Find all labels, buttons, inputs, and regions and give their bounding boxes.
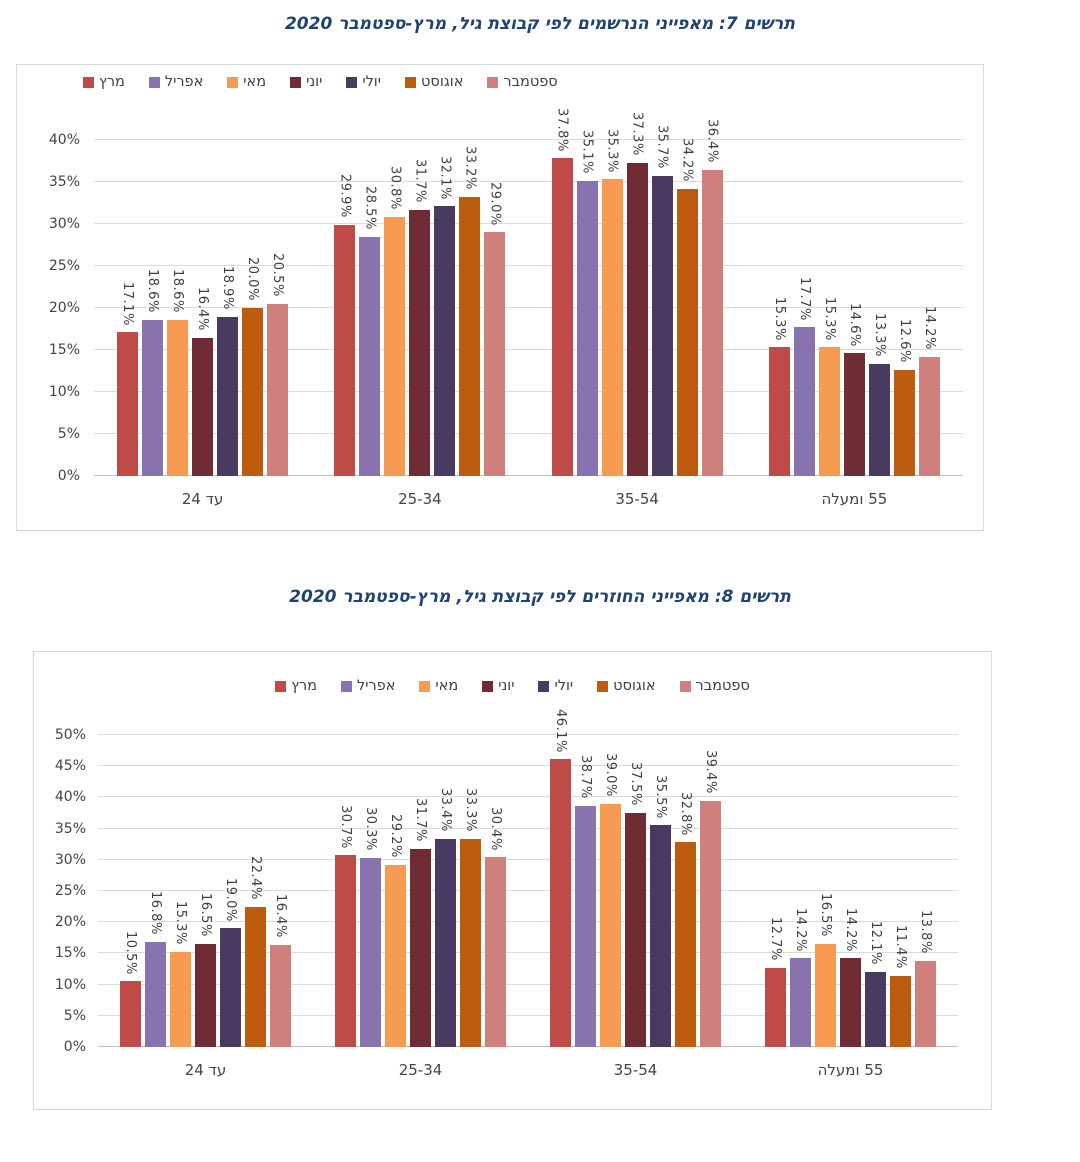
bar (334, 174, 355, 476)
legend-item (149, 74, 203, 90)
bar (677, 137, 698, 476)
legend-swatch-icon (487, 77, 498, 88)
legend-label: ספטמבר (695, 678, 750, 694)
legend-label: אפריל (357, 678, 396, 694)
legend-item (487, 74, 557, 90)
bar-group (311, 140, 528, 476)
bar (485, 806, 506, 1047)
bar-group (529, 107, 746, 476)
bar-value-label: 35.3% (604, 128, 620, 173)
bar-value-label: 20.0% (245, 257, 261, 301)
legend-label: יולי (554, 678, 574, 694)
bar (267, 253, 288, 476)
legend-item (419, 678, 458, 694)
bar (575, 754, 596, 1047)
legend-swatch-icon (149, 77, 160, 88)
bar (245, 856, 266, 1047)
legend-swatch-icon (597, 681, 608, 692)
bar-value-label: 12.1% (868, 920, 883, 965)
bar (865, 920, 886, 1048)
bar-group (94, 140, 311, 476)
y-axis-tick-label: 15% (48, 342, 80, 358)
bar (359, 185, 380, 476)
bar-group (743, 735, 958, 1047)
bar-value-label: 29.0% (487, 181, 503, 226)
bar (919, 305, 940, 476)
y-axis-tick-label: 45% (54, 758, 86, 775)
bar (220, 877, 241, 1047)
bar-value-label: 30.4% (488, 806, 503, 851)
x-axis-label: 25-34 (398, 490, 442, 508)
legend-label: מאי (243, 74, 267, 90)
legend-item (275, 678, 317, 694)
y-axis-tick-label: 5% (57, 426, 80, 442)
bar (142, 268, 163, 476)
bar (815, 893, 836, 1047)
bar (819, 296, 840, 476)
legend-item (538, 678, 573, 694)
x-axis-label: עד 24 (184, 1061, 227, 1079)
bar (117, 281, 138, 476)
bar-value-label: 37.3% (629, 111, 645, 156)
bar-group (528, 708, 743, 1047)
bar-group (98, 735, 313, 1047)
bar-value-label: 14.2% (793, 907, 808, 952)
bar (700, 750, 721, 1047)
bar-value-label: 12.6% (896, 319, 912, 364)
legend-item (346, 74, 381, 90)
y-axis-tick-label: 10% (54, 976, 86, 993)
y-axis-tick-label: 35% (48, 174, 80, 190)
legend-label: יולי (362, 74, 382, 90)
bar (217, 266, 238, 476)
bar (650, 774, 671, 1047)
legend-label: אפריל (164, 74, 204, 90)
bar (627, 111, 648, 476)
bar (844, 302, 865, 476)
bar (270, 893, 291, 1047)
bar-value-label: 31.7% (413, 798, 428, 843)
bar-value-label: 16.4% (273, 893, 288, 938)
bar-groups (94, 107, 963, 476)
bar (335, 804, 356, 1047)
bar (915, 910, 936, 1047)
bar-value-label: 16.4% (195, 287, 211, 332)
legend-item (482, 678, 514, 694)
bar (434, 155, 455, 476)
bar-value-label: 18.6% (145, 268, 161, 313)
y-axis-tick-label: 25% (54, 883, 86, 899)
x-axis-labels (94, 490, 963, 508)
bar-value-label: 16.8% (148, 891, 163, 936)
legend-item (405, 74, 463, 90)
bar (120, 930, 141, 1047)
bar (409, 158, 430, 476)
y-axis-tick-label: 40% (48, 132, 80, 148)
bar-value-label: 11.4% (893, 925, 908, 969)
y-axis-tick-label: 15% (54, 945, 86, 962)
y-axis-tick-label: 20% (48, 300, 80, 316)
bar (840, 907, 861, 1047)
y-axis-tick-label: 5% (63, 1007, 86, 1024)
x-axis-label: 55 ומעלה (821, 490, 888, 508)
bar-value-label: 39.0% (603, 752, 618, 797)
legend-item (341, 678, 395, 694)
y-axis-tick-label: 35% (54, 820, 86, 837)
bar (600, 752, 621, 1047)
y-axis-tick-label: 20% (54, 914, 86, 931)
bar-value-label: 32.1% (437, 155, 453, 200)
bar-value-label: 19.0% (223, 877, 238, 922)
bar-value-label: 35.1% (579, 130, 595, 175)
bar (625, 762, 646, 1047)
legend-swatch-icon (275, 681, 286, 692)
bar-value-label: 29.2% (388, 813, 403, 858)
bar-value-label: 28.5% (362, 185, 378, 230)
bar (652, 125, 673, 476)
bar (167, 268, 188, 476)
bar (435, 787, 456, 1047)
bar (794, 276, 815, 476)
legend-label: מרץ (291, 678, 317, 694)
bar (602, 128, 623, 476)
bar (675, 791, 696, 1047)
x-axis-label: 35-54 (613, 1061, 658, 1079)
bar-value-label: 22.4% (248, 856, 263, 901)
legend-item (83, 74, 125, 90)
bar-value-label: 18.9% (220, 266, 236, 311)
bar-value-label: 35.7% (654, 125, 670, 170)
bar-value-label: 36.4% (704, 119, 720, 164)
legend-label: מרץ (99, 74, 125, 90)
bar (192, 287, 213, 476)
bar-value-label: 20.5% (270, 253, 286, 297)
bar-value-label: 14.2% (843, 907, 858, 952)
bar-value-label: 33.4% (438, 787, 453, 832)
y-axis-tick-label: 30% (48, 216, 80, 232)
bar-value-label: 16.5% (818, 893, 833, 938)
bar (890, 925, 911, 1047)
bar-group (313, 735, 528, 1047)
bar-value-label: 12.7% (768, 916, 783, 961)
legend-item (290, 74, 322, 90)
bar (360, 807, 381, 1047)
bar (550, 708, 571, 1047)
bar (460, 788, 481, 1047)
bar-value-label: 38.7% (578, 754, 593, 799)
bar-value-label: 32.8% (678, 791, 693, 836)
bar (869, 313, 890, 476)
chart7-title: תרשים 7: מאפייני הנרשמים לפי קבוצת גיל, מרץ-ספטמבר 2020 (284, 14, 796, 34)
bar-value-label: 34.2% (679, 137, 695, 182)
bar-value-label: 16.5% (198, 893, 213, 938)
legend-swatch-icon (419, 681, 430, 692)
bar-value-label: 14.6% (846, 302, 862, 347)
x-axis-label: עד 24 (181, 490, 224, 508)
bar-value-label: 37.5% (628, 762, 643, 806)
bar (242, 257, 263, 476)
bar (790, 907, 811, 1047)
bar-value-label: 18.6% (170, 268, 186, 313)
bar-value-label: 17.1% (120, 281, 136, 326)
legend-swatch-icon (405, 77, 416, 88)
bar-value-label: 17.7% (796, 276, 812, 321)
x-axis-label: 35-54 (615, 490, 659, 508)
chart8-title: תרשים 8: מאפייני החוזרים לפי קבוצת גיל, מרץ-ספטמבר 2020 (289, 587, 791, 607)
bar-value-label: 10.5% (123, 930, 138, 975)
bar-value-label: 39.4% (703, 750, 718, 795)
chart8-box (33, 651, 992, 1110)
chart7-box (16, 64, 984, 531)
bar (702, 119, 723, 476)
bar (552, 107, 573, 476)
legend-swatch-icon (290, 77, 301, 88)
bar-value-label: 33.3% (463, 788, 478, 833)
legend-swatch-icon (680, 681, 691, 692)
bar-value-label: 30.7% (338, 804, 353, 849)
bar (769, 296, 790, 476)
bar (384, 166, 405, 476)
bar-value-label: 15.3% (173, 900, 188, 945)
bar (385, 813, 406, 1047)
bar-value-label: 33.2% (462, 146, 478, 191)
legend-label: מאי (435, 678, 459, 694)
y-axis-tick-label: 25% (48, 258, 80, 274)
legend-item (227, 74, 266, 90)
legend-swatch-icon (341, 681, 352, 692)
plot-area (48, 107, 963, 484)
bar-value-label: 15.3% (771, 296, 787, 341)
y-axis-tick-label: 10% (48, 384, 80, 400)
x-axis-label: 55 ומעלה (817, 1061, 884, 1079)
bar-value-label: 35.5% (653, 774, 668, 819)
bar (145, 891, 166, 1047)
bar-value-label: 14.2% (921, 305, 937, 350)
legend-swatch-icon (83, 77, 94, 88)
legend-label: אוגוסט (421, 74, 464, 90)
bar (577, 130, 598, 476)
legend-swatch-icon (538, 681, 549, 692)
bar-value-label: 30.3% (363, 807, 378, 851)
legend (83, 74, 558, 90)
bar-groups (98, 708, 958, 1047)
legend-swatch-icon (346, 77, 357, 88)
legend-item (597, 678, 655, 694)
y-axis-tick-label: 50% (54, 727, 86, 743)
bar-value-label: 46.1% (553, 708, 568, 753)
bar (765, 916, 786, 1047)
bar (484, 181, 505, 476)
legend (34, 678, 991, 694)
legend-label: ספטמבר (503, 74, 558, 90)
y-axis-tick-label: 30% (54, 851, 86, 868)
bar-group (746, 140, 963, 476)
bar-value-label: 13.8% (918, 910, 933, 954)
bar (410, 798, 431, 1047)
bar (170, 900, 191, 1047)
bar (195, 893, 216, 1047)
bar-value-label: 15.3% (821, 296, 837, 341)
bar (459, 146, 480, 476)
y-axis-tick-label: 0% (63, 1039, 86, 1055)
legend-label: יוני (498, 678, 515, 694)
y-axis-tick-label: 40% (54, 789, 86, 806)
legend-swatch-icon (482, 681, 493, 692)
plot-area (54, 708, 958, 1055)
bar (894, 319, 915, 476)
x-axis-labels (98, 1061, 958, 1079)
x-axis-label: 25-34 (398, 1061, 443, 1079)
y-axis-tick-label: 0% (57, 468, 80, 484)
bar-value-label: 37.8% (554, 107, 570, 152)
bar-value-label: 31.7% (412, 158, 428, 203)
legend-item (680, 678, 750, 694)
legend-label: אוגוסט (613, 678, 656, 694)
bar-value-label: 13.3% (871, 313, 887, 358)
legend-label: יוני (306, 74, 323, 90)
bar-value-label: 29.9% (337, 174, 353, 218)
legend-swatch-icon (227, 77, 238, 88)
bar-value-label: 30.8% (387, 166, 403, 211)
